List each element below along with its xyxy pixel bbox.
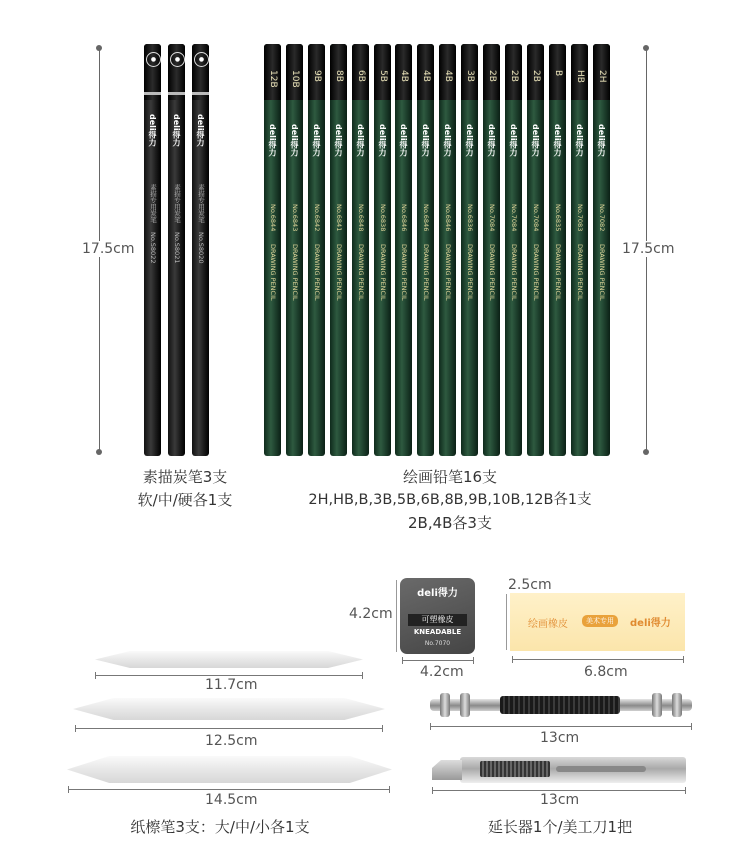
pencil-label: 素描专用炭笔 bbox=[173, 184, 181, 223]
pencil-grade: 2H bbox=[597, 70, 607, 83]
pencil-brand: deli得力 bbox=[399, 124, 408, 157]
pencil-brand: deli得力 bbox=[312, 124, 321, 157]
dim-tick bbox=[512, 656, 513, 663]
pencil-height-left-label: 17.5cm bbox=[82, 241, 135, 257]
dim-tick bbox=[402, 657, 403, 664]
pencil-label: 素描专用炭笔 bbox=[197, 184, 205, 223]
pencil-brand: deli得力 bbox=[487, 124, 496, 157]
pencil-brand: deli得力 bbox=[334, 124, 343, 157]
extender-ring bbox=[652, 693, 662, 717]
graphite-pencil-5 bbox=[352, 44, 369, 456]
pencil-grade: 4B bbox=[421, 70, 431, 82]
graphite-pencil-6 bbox=[374, 44, 391, 456]
pencil-band bbox=[168, 92, 185, 95]
pencil-code: No.7084 bbox=[488, 204, 496, 232]
pencil-code: No.6836 bbox=[466, 204, 474, 232]
pencil-code: No.6844 bbox=[269, 204, 277, 232]
eraser-width-label: 6.8cm bbox=[584, 664, 628, 680]
pencil-grade: 3B bbox=[465, 70, 475, 82]
graphite-pencil-9 bbox=[439, 44, 456, 456]
graphite-pencil-4 bbox=[330, 44, 347, 456]
graphite-pencil-8 bbox=[417, 44, 434, 456]
graphite-caption-line1: 绘画铅笔16支 bbox=[402, 468, 498, 486]
graphite-pencil-16 bbox=[593, 44, 610, 456]
drawing-eraser-brand: deli得力 bbox=[630, 618, 671, 629]
charcoal-pencil-1 bbox=[144, 44, 161, 456]
pencil-brand: deli得力 bbox=[196, 114, 205, 147]
graphite-pencil-3 bbox=[308, 44, 325, 456]
dim-tick bbox=[95, 672, 96, 679]
pencil-code: No.6843 bbox=[291, 204, 299, 232]
charcoal-caption-line1: 素描炭笔3支 bbox=[142, 468, 228, 486]
pencil-code: No.7084 bbox=[532, 204, 540, 232]
pencil-height-right-label: 17.5cm bbox=[622, 241, 675, 257]
drawing-eraser-tag: 美术专用 bbox=[582, 615, 618, 627]
extender-ring bbox=[460, 693, 470, 717]
knife-grip bbox=[556, 766, 646, 772]
deli-logo-icon: ● bbox=[146, 52, 161, 67]
graphite-caption-line3: 2B,4B各3支 bbox=[408, 514, 492, 532]
pencil-text: DRAWING PENCIL bbox=[400, 244, 408, 301]
pencil-brand: deli得力 bbox=[553, 124, 562, 157]
eraser-height-label: 2.5cm bbox=[508, 577, 552, 593]
graphite-pencil-1 bbox=[264, 44, 281, 456]
charcoal-caption-line2: 软/中/硬各1支 bbox=[137, 491, 233, 509]
pencil-code: No.7084 bbox=[510, 204, 518, 232]
dim-tick bbox=[430, 723, 431, 730]
eraser-height-line bbox=[506, 594, 507, 650]
pencil-code: No.S8021 bbox=[173, 232, 181, 264]
pencil-text: DRAWING PENCIL bbox=[313, 244, 321, 301]
knife-slider bbox=[480, 761, 550, 777]
extender-grip bbox=[500, 696, 620, 714]
graphite-pencil-13 bbox=[527, 44, 544, 456]
pencil-grade: 9B bbox=[312, 70, 322, 82]
graphite-pencil-2 bbox=[286, 44, 303, 456]
extender-ring bbox=[672, 693, 682, 717]
pencil-code: No.6846 bbox=[444, 204, 452, 232]
pencil-grade: 4B bbox=[443, 70, 453, 82]
pencil-text: DRAWING PENCIL bbox=[598, 244, 606, 301]
pencil-text: DRAWING PENCIL bbox=[269, 244, 277, 301]
dim-tick bbox=[691, 723, 692, 730]
pencil-code: No.6842 bbox=[313, 204, 321, 232]
deli-logo-icon: ● bbox=[194, 52, 209, 67]
knife-blade bbox=[432, 760, 462, 780]
pencil-label: 素描专用炭笔 bbox=[149, 184, 157, 223]
dim-tick bbox=[685, 787, 686, 794]
pencil-code: No.6838 bbox=[379, 204, 387, 232]
kneadable-width-label: 4.2cm bbox=[420, 664, 464, 680]
kneadable-code: No.7070 bbox=[424, 640, 451, 647]
pencil-code: No.6846 bbox=[400, 204, 408, 232]
graphite-caption-line2: 2H,HB,B,3B,5B,6B,8B,9B,10B,12B各1支 bbox=[308, 492, 592, 508]
dim-tick bbox=[382, 725, 383, 732]
graphite-pencil-7 bbox=[395, 44, 412, 456]
pencil-grade: 2B bbox=[487, 70, 497, 82]
knife-length-line bbox=[432, 790, 686, 791]
kneadable-name-cn: 可塑橡皮 bbox=[408, 614, 467, 626]
pencil-text: DRAWING PENCIL bbox=[576, 244, 584, 301]
pencil-brand: deli得力 bbox=[148, 114, 157, 147]
dim-dot-bottom-left bbox=[96, 449, 102, 455]
kneadable-name-en: KNEADABLE bbox=[413, 628, 462, 636]
pencil-brand: deli得力 bbox=[531, 124, 540, 157]
pencil-text: DRAWING PENCIL bbox=[357, 244, 365, 301]
pencil-text: DRAWING PENCIL bbox=[291, 244, 299, 301]
stump-medium-label: 12.5cm bbox=[205, 733, 258, 749]
pencil-code: No.7083 bbox=[576, 204, 584, 232]
extender-ring bbox=[440, 693, 450, 717]
pencil-grade: 2B bbox=[531, 70, 541, 82]
pencil-text: DRAWING PENCIL bbox=[532, 244, 540, 301]
kneadable-eraser bbox=[400, 578, 475, 654]
pencil-band bbox=[144, 92, 161, 95]
drawing-eraser bbox=[510, 593, 685, 651]
kneadable-height-label: 4.2cm bbox=[349, 606, 393, 622]
pencil-brand: deli得力 bbox=[597, 124, 606, 157]
pencil-text: DRAWING PENCIL bbox=[510, 244, 518, 301]
pencil-text: DRAWING PENCIL bbox=[379, 244, 387, 301]
charcoal-pencil-2 bbox=[168, 44, 185, 456]
knife-body bbox=[460, 757, 686, 783]
graphite-pencil-14 bbox=[549, 44, 566, 456]
pencil-brand: deli得力 bbox=[290, 124, 299, 157]
pencil-brand: deli得力 bbox=[378, 124, 387, 157]
stump-large-label: 14.5cm bbox=[205, 792, 258, 808]
pencil-code: No.6841 bbox=[335, 204, 343, 232]
pencil-text: DRAWING PENCIL bbox=[335, 244, 343, 301]
graphite-pencil-11 bbox=[483, 44, 500, 456]
pencil-grade: 6B bbox=[356, 70, 366, 82]
pencil-brand: deli得力 bbox=[172, 114, 181, 147]
pencil-grade: B bbox=[553, 70, 563, 77]
stump-medium-line bbox=[75, 728, 383, 729]
pencil-grade: 4B bbox=[399, 70, 409, 82]
pencil-grade: 8B bbox=[334, 70, 344, 82]
eraser-width-line bbox=[512, 659, 684, 660]
pencil-code: No.7082 bbox=[598, 204, 606, 232]
pencil-text: DRAWING PENCIL bbox=[466, 244, 474, 301]
pencil-text: DRAWING PENCIL bbox=[422, 244, 430, 301]
dim-tick bbox=[68, 786, 69, 793]
pencil-grade: 12B bbox=[268, 70, 278, 88]
graphite-pencil-15 bbox=[571, 44, 588, 456]
pencil-code: No.S8020 bbox=[197, 232, 205, 264]
stump-small-line bbox=[95, 675, 363, 676]
dim-tick bbox=[683, 656, 684, 663]
stump-small-label: 11.7cm bbox=[205, 677, 258, 693]
pencil-brand: deli得力 bbox=[465, 124, 474, 157]
tools-caption: 延长器1个/美工刀1把 bbox=[487, 818, 633, 836]
paper-stump-medium bbox=[73, 698, 385, 720]
charcoal-pencil-3 bbox=[192, 44, 209, 456]
paper-stump-small bbox=[95, 651, 363, 668]
graphite-pencil-10 bbox=[461, 44, 478, 456]
dim-tick bbox=[432, 787, 433, 794]
stump-large-line bbox=[68, 789, 390, 790]
utility-knife bbox=[432, 757, 686, 783]
knife-length-label: 13cm bbox=[540, 792, 580, 808]
pencil-grade: 2B bbox=[509, 70, 519, 82]
extender-length-label: 13cm bbox=[540, 730, 580, 746]
dim-dot-bottom-right bbox=[643, 449, 649, 455]
pencil-brand: deli得力 bbox=[421, 124, 430, 157]
pencil-code: No.6835 bbox=[554, 204, 562, 232]
kneadable-brand: deli得力 bbox=[417, 588, 458, 599]
pencil-code: No.6846 bbox=[422, 204, 430, 232]
paper-stump-large bbox=[67, 756, 392, 783]
dim-tick bbox=[389, 786, 390, 793]
pencil-code: No.S8022 bbox=[149, 232, 157, 264]
pencil-code: No.6848 bbox=[357, 204, 365, 232]
graphite-pencil-12 bbox=[505, 44, 522, 456]
deli-logo-icon: ● bbox=[170, 52, 185, 67]
dim-tick bbox=[473, 657, 474, 664]
pencil-extender bbox=[430, 691, 692, 719]
pencil-grade: HB bbox=[575, 70, 585, 83]
pencil-grade: 10B bbox=[290, 70, 300, 88]
pencil-text: DRAWING PENCIL bbox=[554, 244, 562, 301]
pencil-brand: deli得力 bbox=[443, 124, 452, 157]
dim-tick bbox=[362, 672, 363, 679]
pencil-brand: deli得力 bbox=[575, 124, 584, 157]
pencil-text: DRAWING PENCIL bbox=[488, 244, 496, 301]
pencil-brand: deli得力 bbox=[356, 124, 365, 157]
pencil-brand: deli得力 bbox=[509, 124, 518, 157]
stumps-caption: 纸檫笔3支：大/中/小各1支 bbox=[130, 818, 310, 836]
drawing-eraser-name: 绘画橡皮 bbox=[528, 619, 568, 630]
extender-length-line bbox=[430, 726, 692, 727]
pencil-grade: 5B bbox=[378, 70, 388, 82]
dim-tick bbox=[75, 725, 76, 732]
kneadable-height-line bbox=[396, 580, 397, 652]
pencil-text: DRAWING PENCIL bbox=[444, 244, 452, 301]
pencil-brand: deli得力 bbox=[268, 124, 277, 157]
pencil-band bbox=[192, 92, 209, 95]
kneadable-width-line bbox=[402, 660, 474, 661]
